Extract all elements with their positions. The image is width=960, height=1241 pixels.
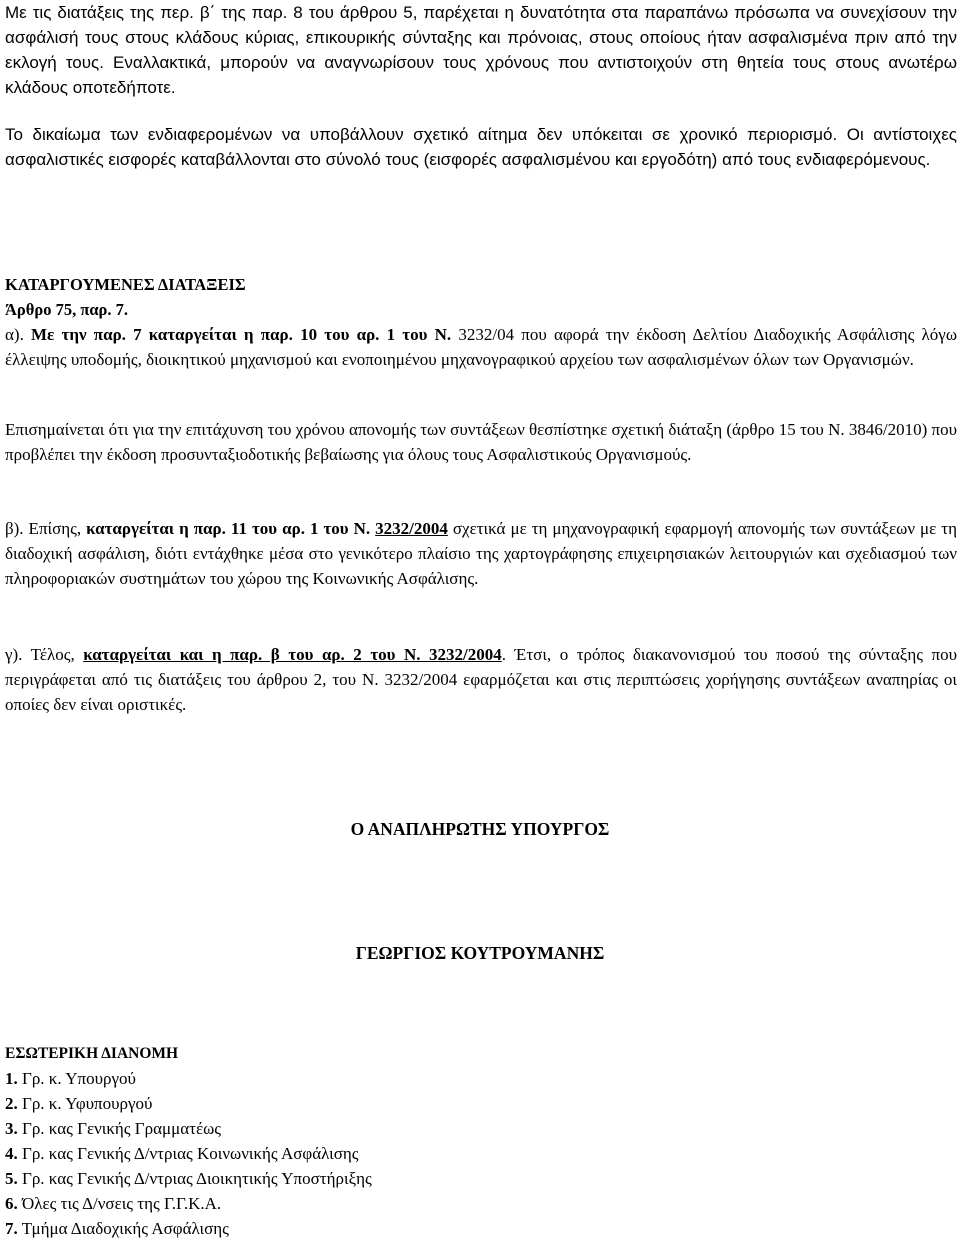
repealed-item-b	[5, 516, 957, 591]
distribution-item: 2. Γρ. κ. Υφυπουργού	[5, 1094, 153, 1113]
repealed-note	[5, 417, 957, 467]
item-a-bold: Με την παρ. 7 καταργείται η παρ. 10 του αρ. 1 του Ν.	[31, 325, 452, 344]
repealed-heading	[5, 272, 957, 297]
article-ref: Άρθρο 75, παρ. 7.	[5, 300, 129, 319]
intro-text-2: Το δικαίωμα των ενδιαφερομένων να υποβάλλουν σχετικό αίτημα δεν υπόκειται σε χρονικό περιορισμό. Οι αντίστοιχες ασφαλιστικές εισφορές καταβάλλονται στο σύνολό τους (εισφορές ασφαλισμένου και εργοδότη) από τους ενδιαφερόμενους.	[5, 125, 957, 169]
item-b-law-ref: 3232/2004	[375, 519, 448, 538]
signature-role	[0, 817, 960, 842]
intro-paragraph-1	[5, 0, 957, 100]
intro-text-1: Με τις διατάξεις της περ. β΄ της παρ. 8 του άρθρου 5, παρέχεται η δυνατότητα στα παραπάνω πρόσωπα να συνεχίσουν την ασφάλισή τους στους κλάδους κύριας, επικουρικής σύνταξης και πρόνοιας, στους οποίους ήταν ασφαλισμένα πριν από την εκλογή τους. Εναλλακτικά, μπορούν να αναγνωρίσουν τους χρόνους που αντιστοιχούν στη θητεία τους στους ανωτέρω κλάδους οποτεδήποτε.	[5, 3, 957, 97]
item-a-label: α).	[5, 325, 24, 344]
distribution-item: 7. Τμήμα Διαδοχικής Ασφάλισης	[5, 1219, 229, 1238]
distribution-heading	[5, 1041, 957, 1066]
distribution-heading-text: ΕΣΩΤΕΡΙΚΗ ΔΙΑΝΟΜΗ	[5, 1045, 179, 1062]
distribution-item: 3. Γρ. κας Γενικής Γραμματέως	[5, 1119, 222, 1138]
repealed-item-c	[5, 642, 957, 717]
item-b-bold: καταργείται η παρ. 11 του αρ. 1 του Ν.	[86, 519, 371, 538]
item-c-rest: . Έτσι, ο τρόπος διακανονισμού του ποσού της σύνταξης που περιγράφεται από τις διατάξεις του άρθρου 2, του Ν. 3232/2004 εφαρμόζεται και στις περιπτώσεις χορήγησης συντάξεων αναπηρίας οι οποίες δεν είναι οριστικές.	[5, 645, 957, 714]
repealed-item-a	[5, 322, 957, 372]
repealed-heading-text: ΚΑΤΑΡΓΟΥΜΕΝΕΣ ΔΙΑΤΑΞΕΙΣ	[5, 275, 246, 294]
repealed-article	[5, 297, 957, 322]
item-b-label: β). Επίσης,	[5, 519, 82, 538]
signature-name-text: ΓΕΩΡΓΙΟΣ ΚΟΥΤΡΟΥΜΑΝΗΣ	[355, 943, 605, 963]
repealed-note-text: Επισημαίνεται ότι για την επιτάχυνση του χρόνου απονομής των συντάξεων θεσπίστηκε σχετική διάταξη (άρθρο 15 του Ν. 3846/2010) που προβλέπει την έκδοση προσυνταξιοδοτικής βεβαίωσης για όλους τους Ασφαλιστικούς Οργανισμούς.	[5, 420, 957, 464]
distribution-item: 6. Όλες τις Δ/νσεις της Γ.Γ.Κ.Α.	[5, 1194, 222, 1213]
distribution-item: 5. Γρ. κας Γενικής Δ/ντριας Διοικητικής Υποστήριξης	[5, 1169, 372, 1188]
signature-role-text: Ο ΑΝΑΠΛΗΡΩΤΗΣ ΥΠΟΥΡΓΟΣ	[350, 819, 610, 839]
distribution-item: 4. Γρ. κας Γενικής Δ/ντριας Κοινωνικής Ασφάλισης	[5, 1144, 359, 1163]
item-a-rest: 3232/04 που αφορά την έκδοση Δελτίου Διαδοχικής Ασφάλισης λόγω έλλειψης υποδομής, διοικητικού μηχανισμού και ενοποιημένου μηχανογραφικού αρχείου των ασφαλισμένων όλων των Οργανισμών.	[5, 325, 958, 369]
item-c-label: γ). Τέλος,	[5, 645, 75, 664]
internal-distribution	[5, 1041, 957, 1241]
item-b-rest: σχετικά με τη μηχανογραφική εφαρμογή απονομής των συντάξεων με τη διαδοχική ασφάλιση, διότι εντάχθηκε μέσα στο γενικότερο πλαίσιο της χαρτογράφησης επιχειρησιακών λειτουργιών και σχεδιασμού των πληροφοριακών συστημάτων του χώρου της Κοινωνικής Ασφάλισης.	[5, 519, 957, 588]
item-c-bold: καταργείται και η παρ. β του αρ. 2 του Ν. 3232/2004	[83, 645, 502, 664]
distribution-item: 1. Γρ. κ. Υπουργού	[5, 1069, 136, 1088]
intro-paragraph-2	[5, 122, 957, 172]
repealed-section	[5, 272, 957, 372]
signature-name	[0, 941, 960, 966]
